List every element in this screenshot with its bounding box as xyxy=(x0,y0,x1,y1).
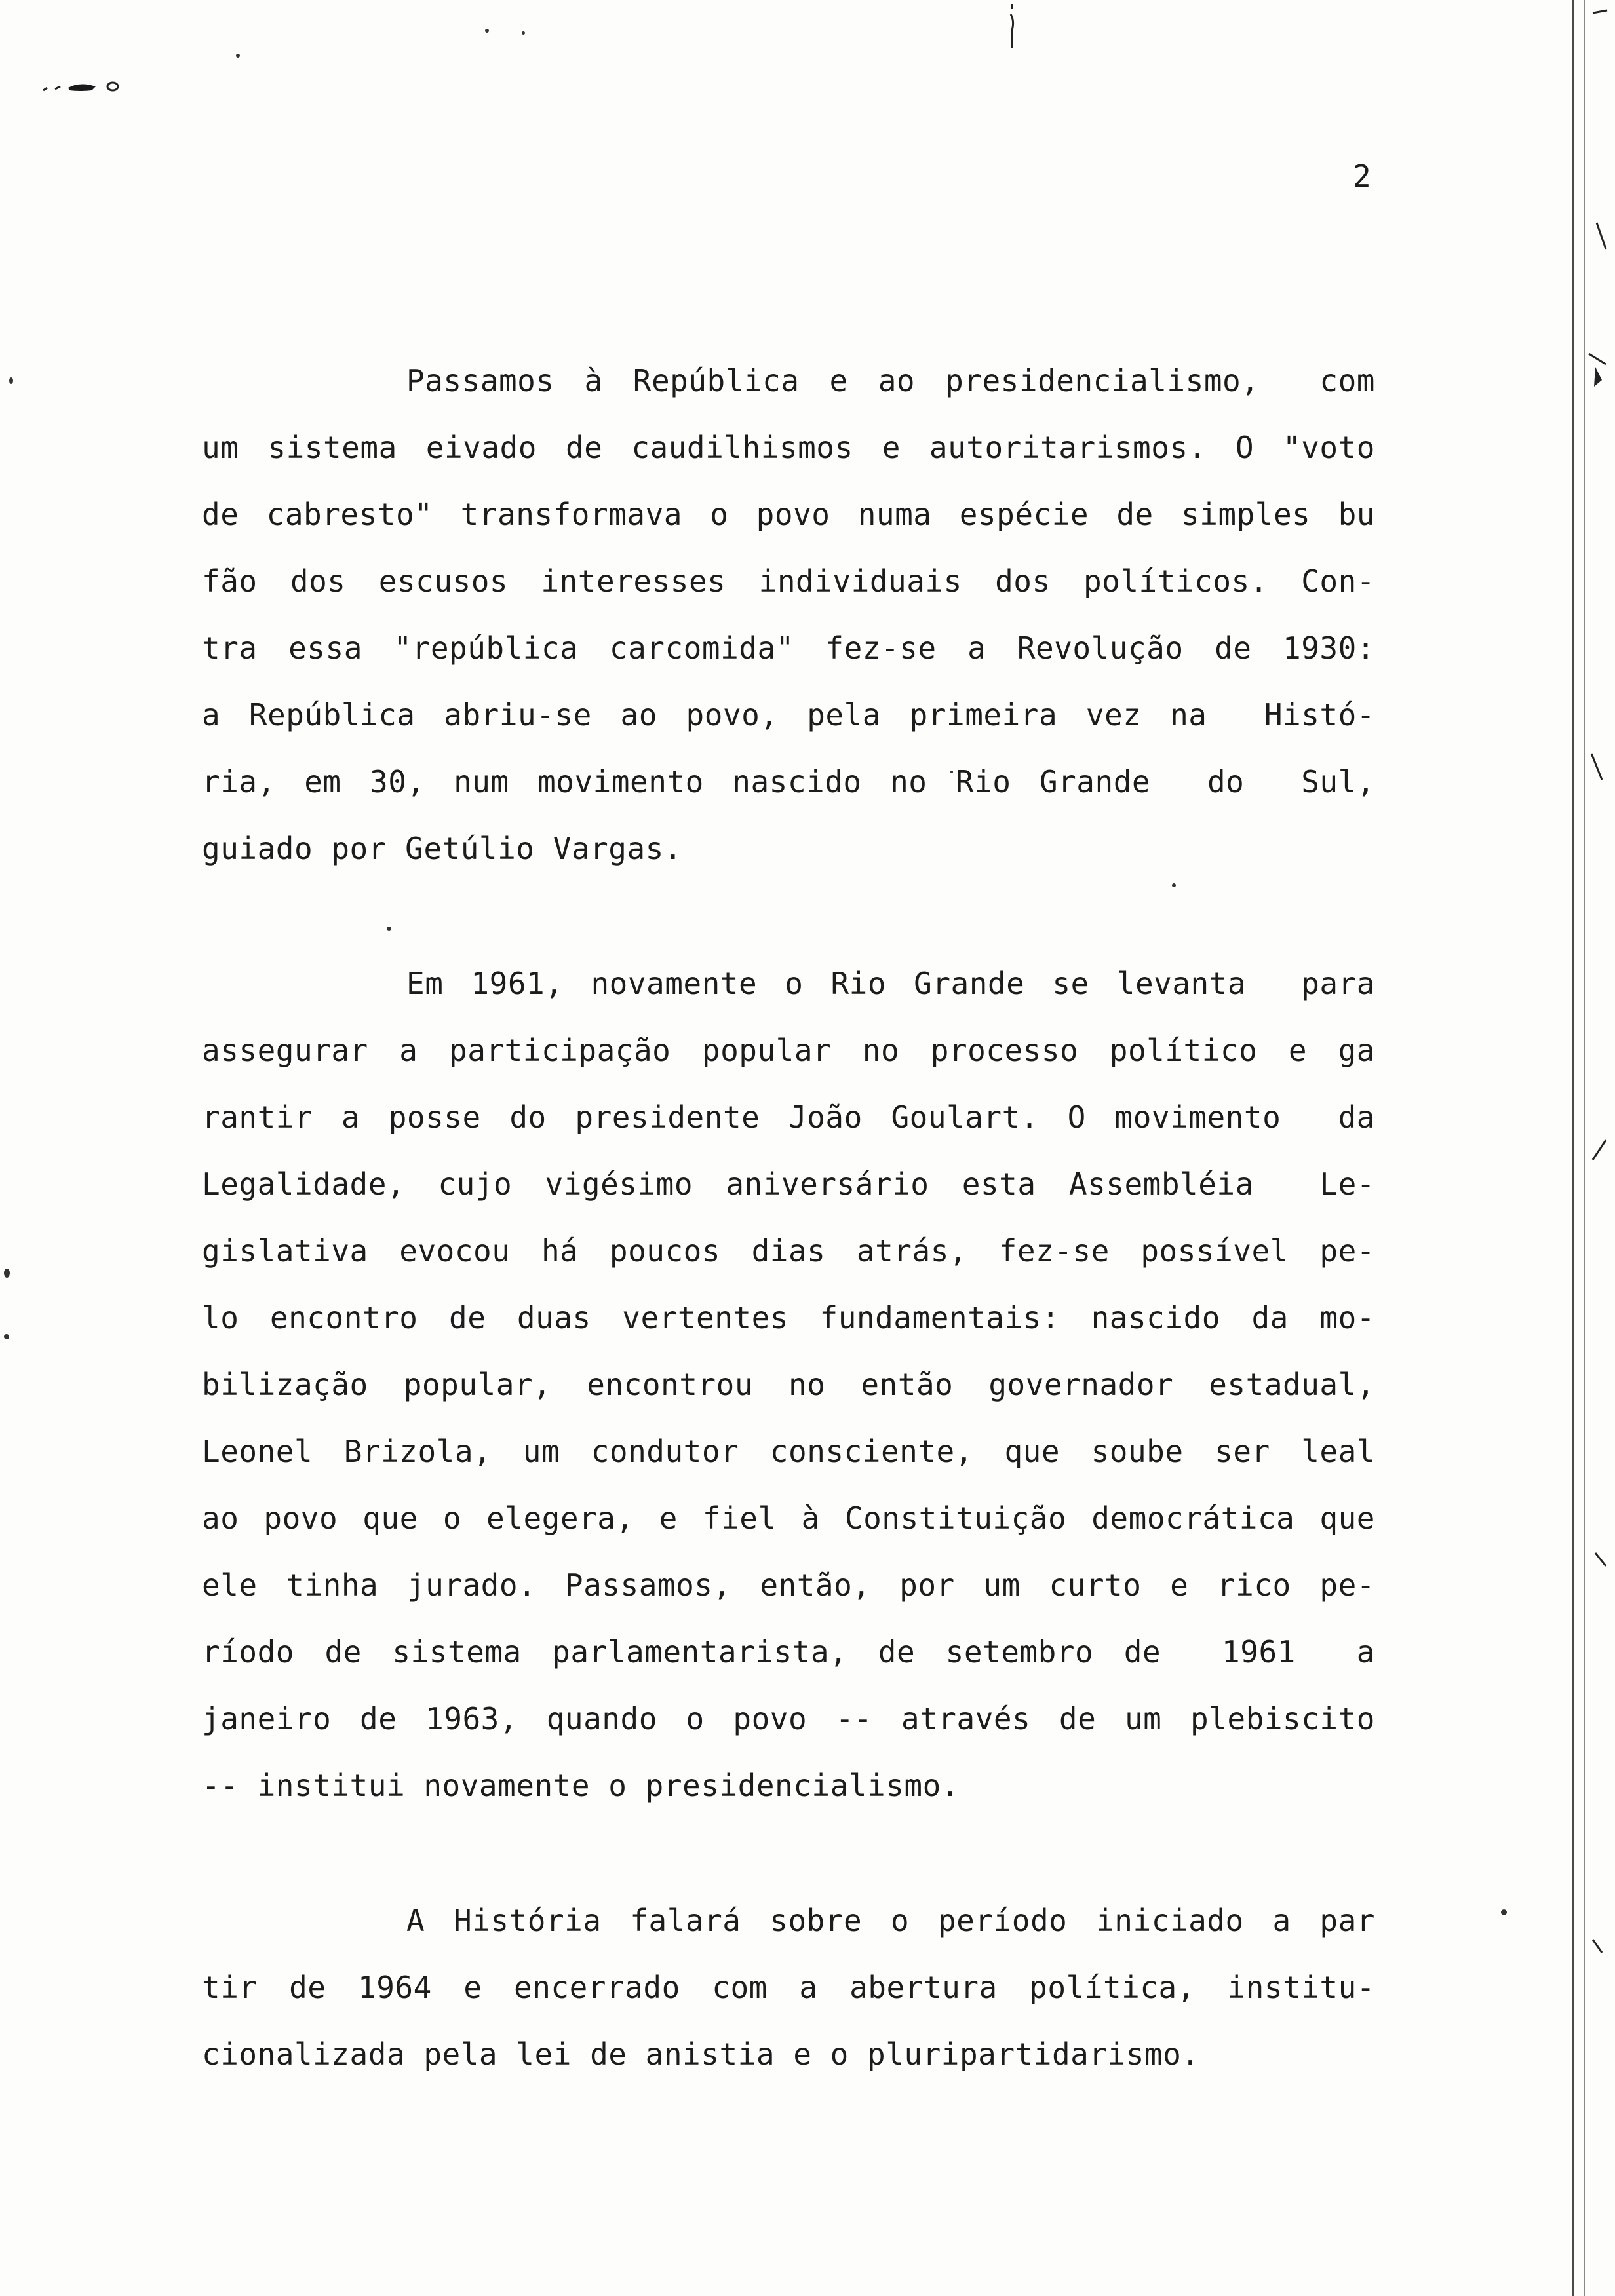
paragraph-line: tra essa "república carcomida" fez-se a Revolução de 1930: xyxy=(202,630,1375,666)
edge-tick-marks xyxy=(1580,0,1612,2296)
scan-speck xyxy=(4,1334,9,1339)
paragraph-line: Passamos à República e ao presidencialismo, com xyxy=(406,363,1375,398)
paragraph-line: ríodo de sistema parlamentarista, de setembro de 1961 a xyxy=(202,1634,1375,1670)
top-center-mark xyxy=(1005,1,1019,54)
paragraph-3 xyxy=(202,1887,1375,2088)
paragraph-line: um sistema eivado de caudilhismos e autoritarismos. O "voto xyxy=(202,430,1375,465)
scan-speck xyxy=(236,54,240,58)
paragraph-line: bilização popular, encontrou no então governador estadual, xyxy=(202,1367,1375,1402)
paragraph-line: guiado por Getúlio Vargas. xyxy=(202,831,683,866)
paragraph-line: tir de 1964 e encerrado com a abertura política, institu- xyxy=(202,1970,1375,2005)
paragraph-line: A História falará sobre o período iniciado a par xyxy=(406,1903,1375,1938)
scan-speck xyxy=(522,31,525,35)
scan-speck xyxy=(1172,883,1176,887)
paragraph-1 xyxy=(202,347,1375,882)
paragraph-line: Legalidade, cujo vigésimo aniversário esta Assembléia Le- xyxy=(202,1166,1375,1202)
page-number: 2 xyxy=(1353,159,1371,194)
paragraph-line: lo encontro de duas vertentes fundamentais: nascido da mo- xyxy=(202,1300,1375,1335)
paragraph-line: Leonel Brizola, um condutor consciente, que soube ser leal xyxy=(202,1434,1375,1469)
paragraph-line: janeiro de 1963, quando o povo -- através de um plebiscito xyxy=(202,1701,1375,1736)
paragraph-line: de cabresto" transformava o povo numa espécie de simples bu xyxy=(202,497,1375,532)
paragraph-line: ao povo que o elegera, e fiel à Constituição democrática que xyxy=(202,1501,1375,1536)
paragraph-line: ria, em 30, num movimento nascido no Rio Grande do Sul, xyxy=(202,764,1375,799)
paragraph-line: assegurar a participação popular no processo político e ga xyxy=(202,1033,1375,1068)
scan-edge-line xyxy=(1572,0,1574,2296)
paragraph-line: -- institui novamente o presidencialismo. xyxy=(202,1768,960,1803)
paragraph-line: fão dos escusos interesses individuais dos políticos. Con- xyxy=(202,564,1375,599)
paragraph-line: gislativa evocou há poucos dias atrás, fez-se possível pe- xyxy=(202,1233,1375,1269)
paragraph-line: cionalizada pela lei de anistia e o pluripartidarismo. xyxy=(202,2037,1200,2072)
scan-speck xyxy=(4,1269,10,1278)
paragraph-line: ele tinha jurado. Passamos, então, por um curto e rico pe- xyxy=(202,1567,1375,1603)
paragraph-line: rantir a posse do presidente João Goulart. O movimento da xyxy=(202,1100,1375,1135)
paragraph-line: a República abriu-se ao povo, pela primeira vez na Histó- xyxy=(202,697,1375,733)
scan-speck xyxy=(1501,1909,1507,1915)
scan-speck xyxy=(9,377,13,384)
scan-speck xyxy=(485,29,489,33)
paragraph-line: Em 1961, novamente o Rio Grande se levanta para xyxy=(406,966,1375,1001)
scan-speck xyxy=(387,927,391,931)
paragraph-2 xyxy=(202,950,1375,1819)
top-left-smudge xyxy=(41,77,146,97)
